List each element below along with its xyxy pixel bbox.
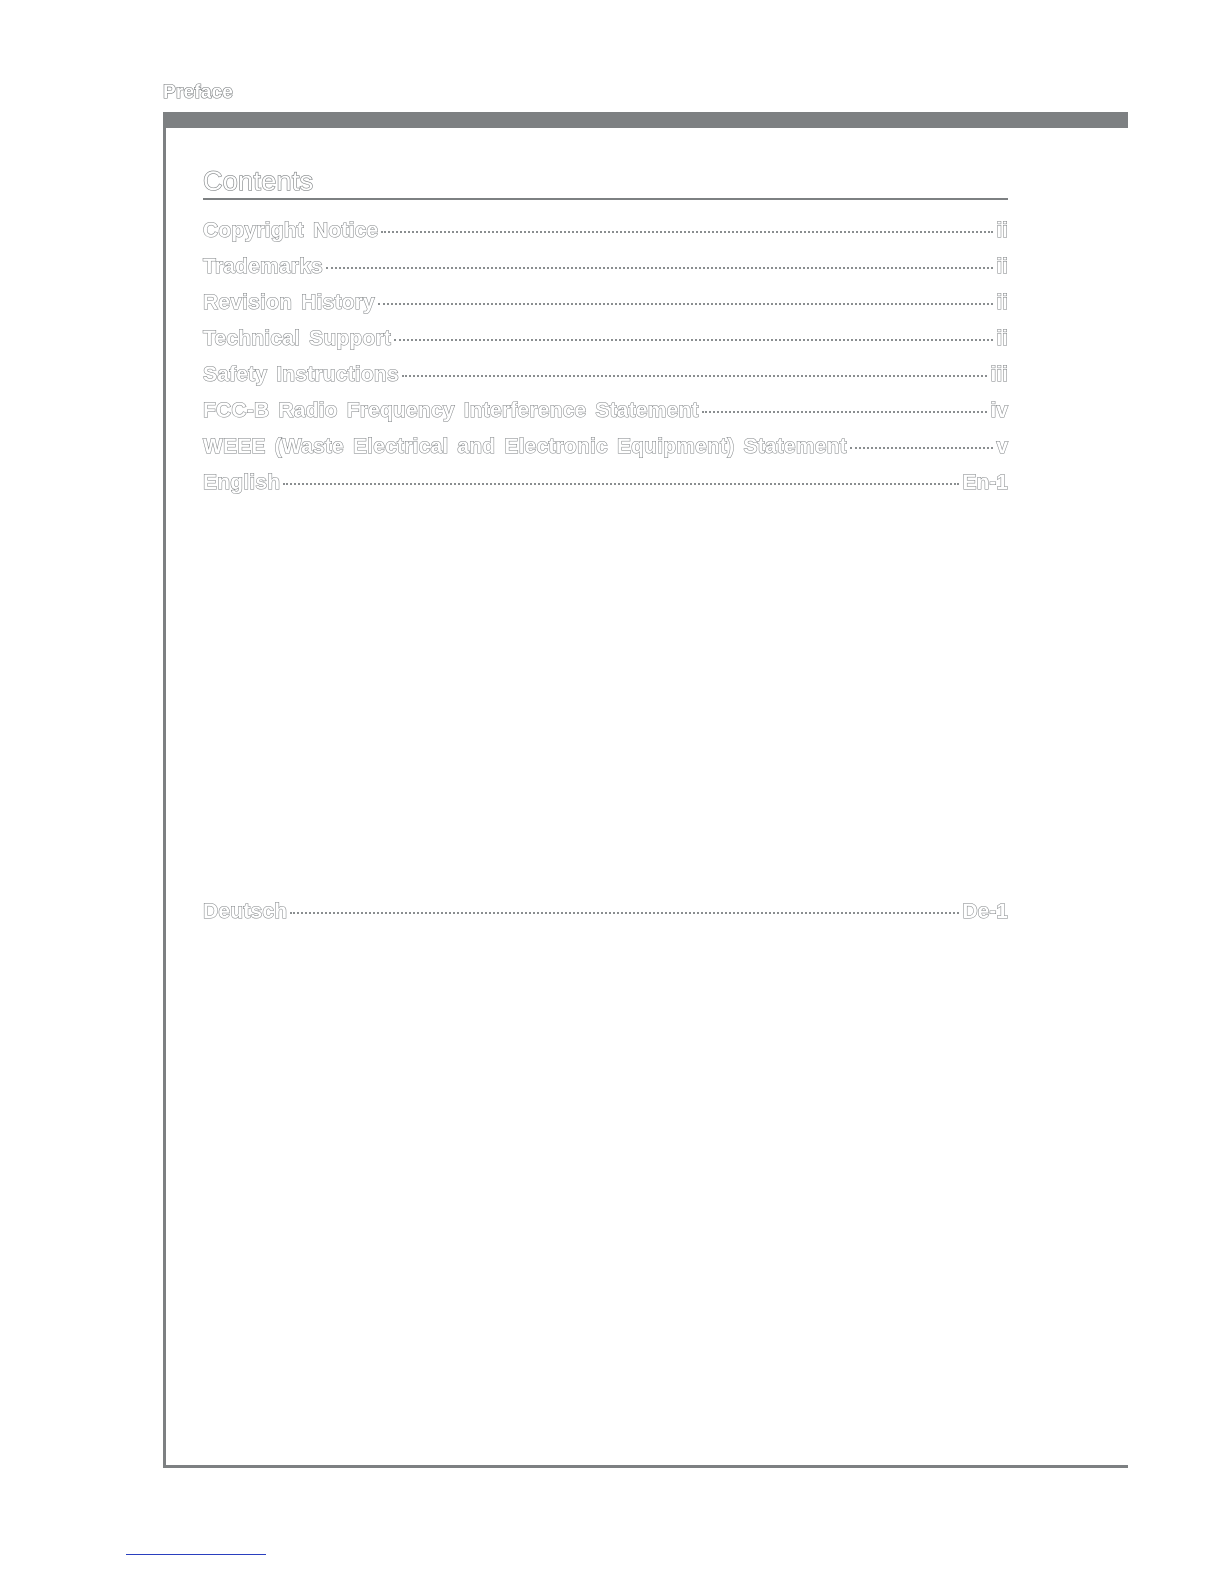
toc-entry-page: v <box>996 435 1008 458</box>
toc-entry-title: FCC-B Radio Frequency Interference Statement <box>203 399 699 422</box>
section-label: Preface <box>163 82 234 103</box>
toc-entry-title: WEEE (Waste Electrical and Electronic Equipment) Statement <box>203 435 847 458</box>
dot-leader <box>326 267 993 269</box>
contents-heading: Contents <box>203 166 314 196</box>
toc-entry-page: En-1 <box>962 471 1008 494</box>
toc-entry-page: De-1 <box>962 900 1008 923</box>
bottom-border-rule <box>163 1465 1128 1468</box>
dot-leader <box>378 303 993 305</box>
footer-link-underline <box>126 1554 266 1555</box>
toc-entry-page: iv <box>990 399 1008 422</box>
toc-entry-fcc-b-statement[interactable] <box>203 399 1008 427</box>
toc-entry-title: Deutsch <box>203 900 288 923</box>
dot-leader <box>402 375 988 377</box>
toc-entry-title: Safety Instructions <box>203 363 399 386</box>
toc-entry-weee-statement[interactable] <box>203 435 1008 463</box>
toc-entry-copyright-notice[interactable] <box>203 219 1008 247</box>
toc-entry-technical-support[interactable] <box>203 327 1008 355</box>
toc-entry-revision-history[interactable] <box>203 291 1008 319</box>
dot-leader <box>290 912 959 914</box>
toc-entry-page: iii <box>990 363 1008 386</box>
dot-leader <box>394 339 993 341</box>
toc-entry-title: Copyright Notice <box>203 219 379 242</box>
toc-entry-deutsch[interactable] <box>203 900 1008 928</box>
contents-heading-underline <box>203 198 1008 200</box>
toc-entry-page: ii <box>996 255 1008 278</box>
toc-entry-title: Trademarks <box>203 255 323 278</box>
dot-leader <box>702 411 988 413</box>
left-border-rule <box>163 112 166 1468</box>
toc-entry-title: English <box>203 471 281 494</box>
toc-entry-page: ii <box>996 291 1008 314</box>
toc-entry-title: Technical Support <box>203 327 392 350</box>
toc-entry-page: ii <box>996 219 1008 242</box>
toc-entry-title: Revision History <box>203 291 375 314</box>
toc-entry-trademarks[interactable] <box>203 255 1008 283</box>
dot-leader <box>283 483 959 485</box>
dot-leader <box>850 447 994 449</box>
toc-entry-safety-instructions[interactable] <box>203 363 1008 391</box>
toc-entry-english[interactable] <box>203 471 1008 499</box>
dot-leader <box>381 231 993 233</box>
toc-entry-page: ii <box>996 327 1008 350</box>
header-bar <box>163 112 1128 128</box>
